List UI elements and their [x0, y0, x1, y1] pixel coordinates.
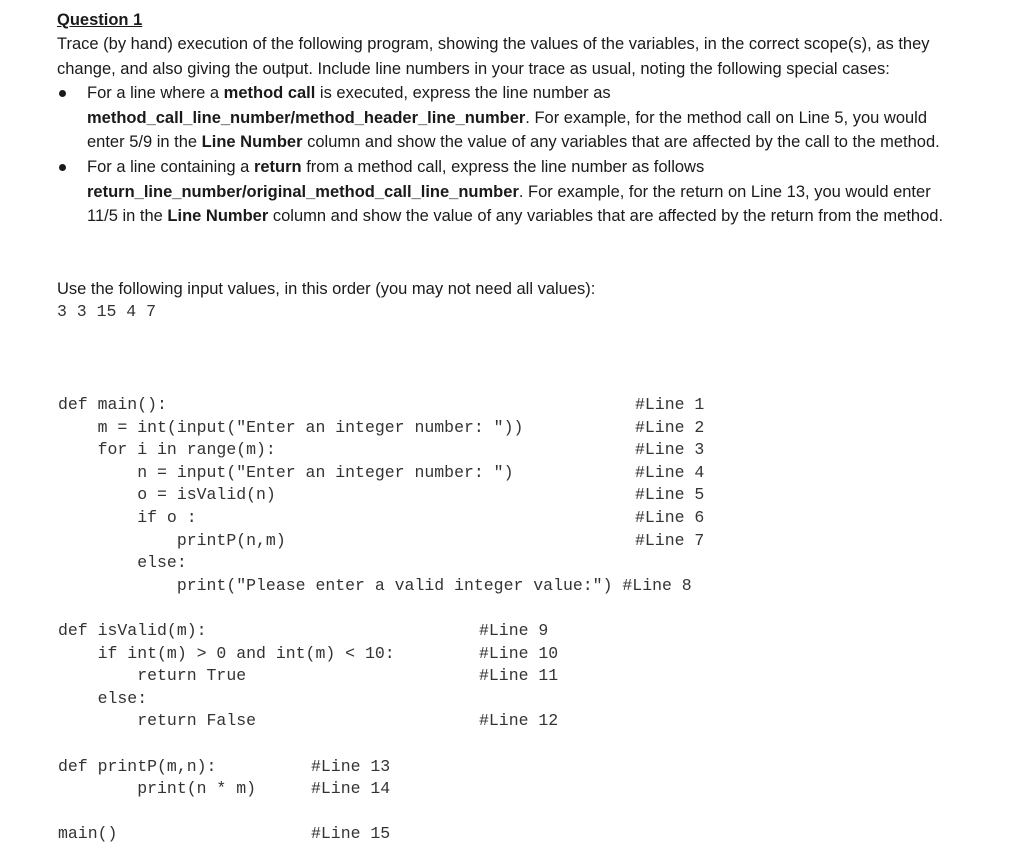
code-line [58, 757, 998, 780]
code-text: def printP(m,n): [58, 756, 217, 776]
code-text: main() [58, 824, 118, 844]
code-text: print("Please enter a valid integer value:") #Line 8 [58, 575, 692, 595]
line-number-comment: #Line 4 [635, 462, 705, 482]
list-item: For a line containing a return from a method call, express the line number as follows return_line_number/original_method_call_line_number. For example, for the return on Line 13, you would enter 11/5 in the Line Number column and show the value of any variables that are affected by the return from the method. [57, 155, 957, 229]
code-line [58, 485, 998, 508]
line-number-comment: #Line 3 [635, 440, 705, 460]
code-line [58, 531, 998, 554]
code-line [58, 598, 998, 621]
line-number-comment: #Line 15 [311, 824, 391, 844]
code-line [58, 440, 998, 463]
code-line [58, 395, 998, 418]
code-text: if int(m) > 0 and int(m) < 10: [58, 643, 395, 663]
line-number-comment: #Line 11 [479, 666, 559, 686]
code-line [58, 824, 998, 847]
special-cases-list [57, 81, 957, 229]
line-number-comment: #Line 9 [479, 620, 549, 640]
list-item: For a line where a method call is executed, express the line number as method_call_line_number/method_header_line_number. For example, for the method call on Line 5, you would enter 5/9 in the Line Number column and show the value of any variables that are affected by the call to the method. [57, 81, 957, 155]
code-line [58, 711, 998, 734]
input-values: 3 3 15 4 7 [57, 302, 157, 322]
code-text: return False [58, 711, 257, 731]
code-line [58, 666, 998, 689]
question-document [57, 8, 957, 323]
code-listing [58, 395, 998, 847]
bullet-icon [59, 90, 66, 97]
line-number-comment: #Line 14 [311, 779, 391, 799]
code-line [58, 418, 998, 441]
code-line [58, 576, 998, 599]
code-text: if o : [58, 507, 197, 527]
line-number-comment: #Line 5 [635, 485, 705, 505]
code-text: return True [58, 666, 247, 686]
code-text: else: [58, 553, 187, 573]
code-text: def isValid(m): [58, 620, 207, 640]
line-number-comment: #Line 6 [635, 507, 705, 527]
code-line [58, 621, 998, 644]
code-line [58, 463, 998, 486]
code-line [58, 644, 998, 667]
line-number-comment: #Line 2 [635, 417, 705, 437]
code-text: printP(n,m) [58, 530, 286, 550]
code-text: m = int(input("Enter an integer number: ")) [58, 417, 524, 437]
input-prompt: Use the following input values, in this order (you may not need all values): [57, 279, 596, 298]
code-text: else: [58, 688, 148, 708]
line-number-comment: #Line 1 [635, 395, 705, 414]
line-number-comment: #Line 10 [479, 643, 559, 663]
code-line [58, 508, 998, 531]
code-line [58, 802, 998, 825]
line-number-comment: #Line 12 [479, 711, 559, 731]
code-line [58, 553, 998, 576]
code-text: def main(): [58, 395, 167, 414]
code-line [58, 734, 998, 757]
code-text: print(n * m) [58, 779, 257, 799]
question-intro: Trace (by hand) execution of the following program, showing the values of the variables, in the correct scope(s), as they change, and also giving the output. Include line numbers in your trace as usual, noting the following special cases: [57, 35, 930, 78]
code-line [58, 779, 998, 802]
code-text: n = input("Enter an integer number: ") [58, 462, 514, 482]
code-line [58, 689, 998, 712]
line-number-comment: #Line 13 [311, 756, 391, 776]
code-text: for i in range(m): [58, 440, 276, 460]
code-text: o = isValid(n) [58, 485, 276, 505]
bullet-icon [59, 164, 66, 171]
line-number-comment: #Line 7 [635, 530, 705, 550]
question-title: Question 1 [57, 11, 143, 29]
